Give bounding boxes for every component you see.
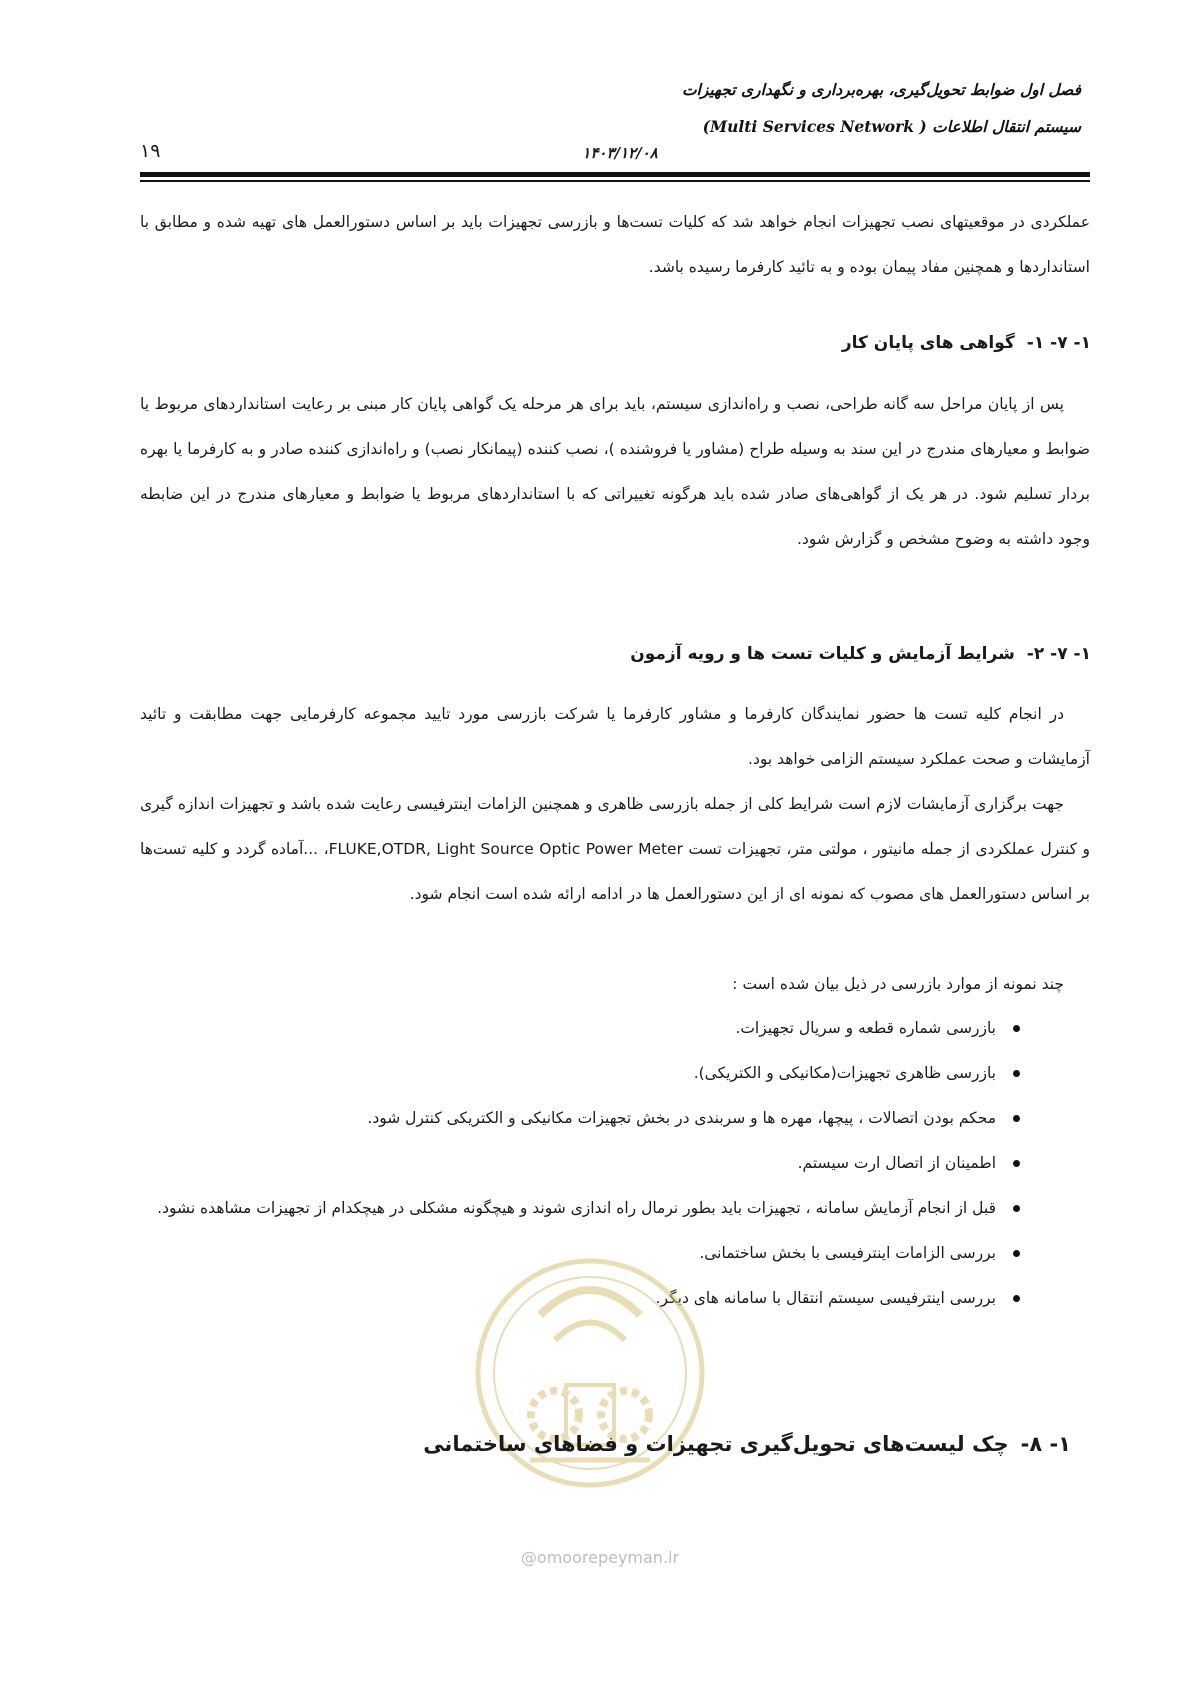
bullet-icon: [1013, 1250, 1020, 1257]
list-item: بررسی الزامات اینترفیسی با بخش ساختمانی.: [140, 1231, 1020, 1276]
section-number: ۱- ۷- ۱-: [1026, 333, 1091, 353]
bullet-icon: [1013, 1025, 1020, 1032]
bullet-icon: [1013, 1070, 1020, 1077]
bullet-icon: [1013, 1115, 1020, 1122]
bullet-icon: [1013, 1295, 1020, 1302]
watermark-text: @omoorepeyman.ir: [520, 1548, 680, 1567]
section-2-paragraph-2: جهت برگزاری آزمایشات لازم است شرایط کلی از جمله بازرسی ظاهری و همچنین الزامات اینترفیسی رعایت شده باشد و تجهیزات اندازه گیری و کنترل عملکردی از جمله مانیتور ، مولتی متر، تجهیزات تست FLUKE,OTDR, Light Source Optic Power Meter، ...آماده گردد و کلیه تست‌ها بر اساس دستورالعمل های مصوب که نمونه ای از این دستورالعمل ها در ادامه ارائه شده است انجام شود.: [140, 795, 1090, 903]
list-item: بررسی اینترفیسی سیستم انتقال با سامانه های دیگر.: [140, 1276, 1020, 1321]
section-number: ۱- ۸-: [1020, 1432, 1071, 1456]
bullet-icon: [1013, 1160, 1020, 1167]
page-number: ۱۹: [140, 140, 161, 162]
section-title: شرایط آزمایش و کلیات تست ها و رویه آزمون: [630, 644, 1015, 664]
header-chapter-title: فصل اول ضوابط تحویل‌گیری، بهره‌برداری و نگهداری تجهیزات: [681, 80, 1081, 99]
header-system-title: سیستم انتقال اطلاعات ( Multi Services Network): [702, 117, 1081, 136]
section-heading-2: [630, 644, 1091, 664]
list-item: محکم بودن اتصالات ، پیچها، مهره ها و سربندی در بخش تجهیزات مکانیکی و الکتریکی کنترل شود.: [140, 1096, 1020, 1141]
section-title: چک لیست‌های تحویل‌گیری تجهیزات و فضاهای ساختمانی: [423, 1432, 1009, 1456]
intro-paragraph: عملکردی در موقعیتهای نصب تجهیزات انجام خواهد شد که کلیات تست‌ها و بازرسی تجهیزات باید بر اساس دستورالعمل های تهیه شده و مطابق با استانداردها و همچنین مفاد پیمان بوده و به تائید کارفرما رسیده باشد.: [140, 213, 1090, 276]
section-heading-1: [842, 333, 1091, 353]
watermark-seal-icon: [470, 1245, 710, 1500]
header-date: ۱۴۰۳/۱۲/۰۸: [582, 144, 658, 162]
section-title: گواهی های پایان کار: [841, 333, 1015, 353]
section-1-paragraph: پس از پایان مراحل سه گانه طراحی، نصب و راه‌اندازی سیستم، باید برای هر مرحله یک گواهی پایان کار مبنی بر رعایت استانداردهای مربوط یا ضوابط و معیارهای مندرج در این سند به وسیله طراح (مشاور یا فروشنده )، نصب کننده (پیمانکار نصب) و راه‌اندازی کننده صادر و به کارفرما یا بهره بردار تسلیم شود. در هر یک از گواهی‌های صادر شده باید هرگونه تغییراتی که با استانداردهای مربوط یا ضوابط و معیارهای مندرج در این ضابطه وجود داشته به وضوح مشخص و گزارش شود.: [140, 395, 1090, 548]
list-item: اطمینان از اتصال ارت سیستم.: [140, 1141, 1020, 1186]
list-item: قبل از انجام آزمایش سامانه ، تجهیزات باید بطور نرمال راه اندازی شوند و هیچگونه مشکلی در هیچکدام از تجهیزات مشاهده نشود.: [140, 1186, 1020, 1231]
header-rule-thick: [140, 172, 1090, 177]
section-2-paragraph-1: در انجام کلیه تست ها حضور نمایندگان کارفرما و مشاور کارفرما یا شرکت بازرسی مورد تایید مجموعه کارفرمایی جهت مطابقت و تائید آزمایشات و صحت عملکرد سیستم الزامی خواهد بود.: [140, 705, 1090, 768]
list-item: بازرسی ظاهری تجهیزات(مکانیکی و الکتریکی).: [140, 1051, 1020, 1096]
section-heading-3: [423, 1432, 1071, 1456]
section-number: ۱- ۷- ۲-: [1026, 644, 1091, 664]
header-rule-thin: [140, 180, 1090, 182]
bullet-icon: [1013, 1205, 1020, 1212]
list-intro: چند نمونه از موارد بازرسی در ذیل بیان شده است :: [732, 975, 1064, 993]
list-item: بازرسی شماره قطعه و سریال تجهیزات.: [140, 1006, 1020, 1051]
